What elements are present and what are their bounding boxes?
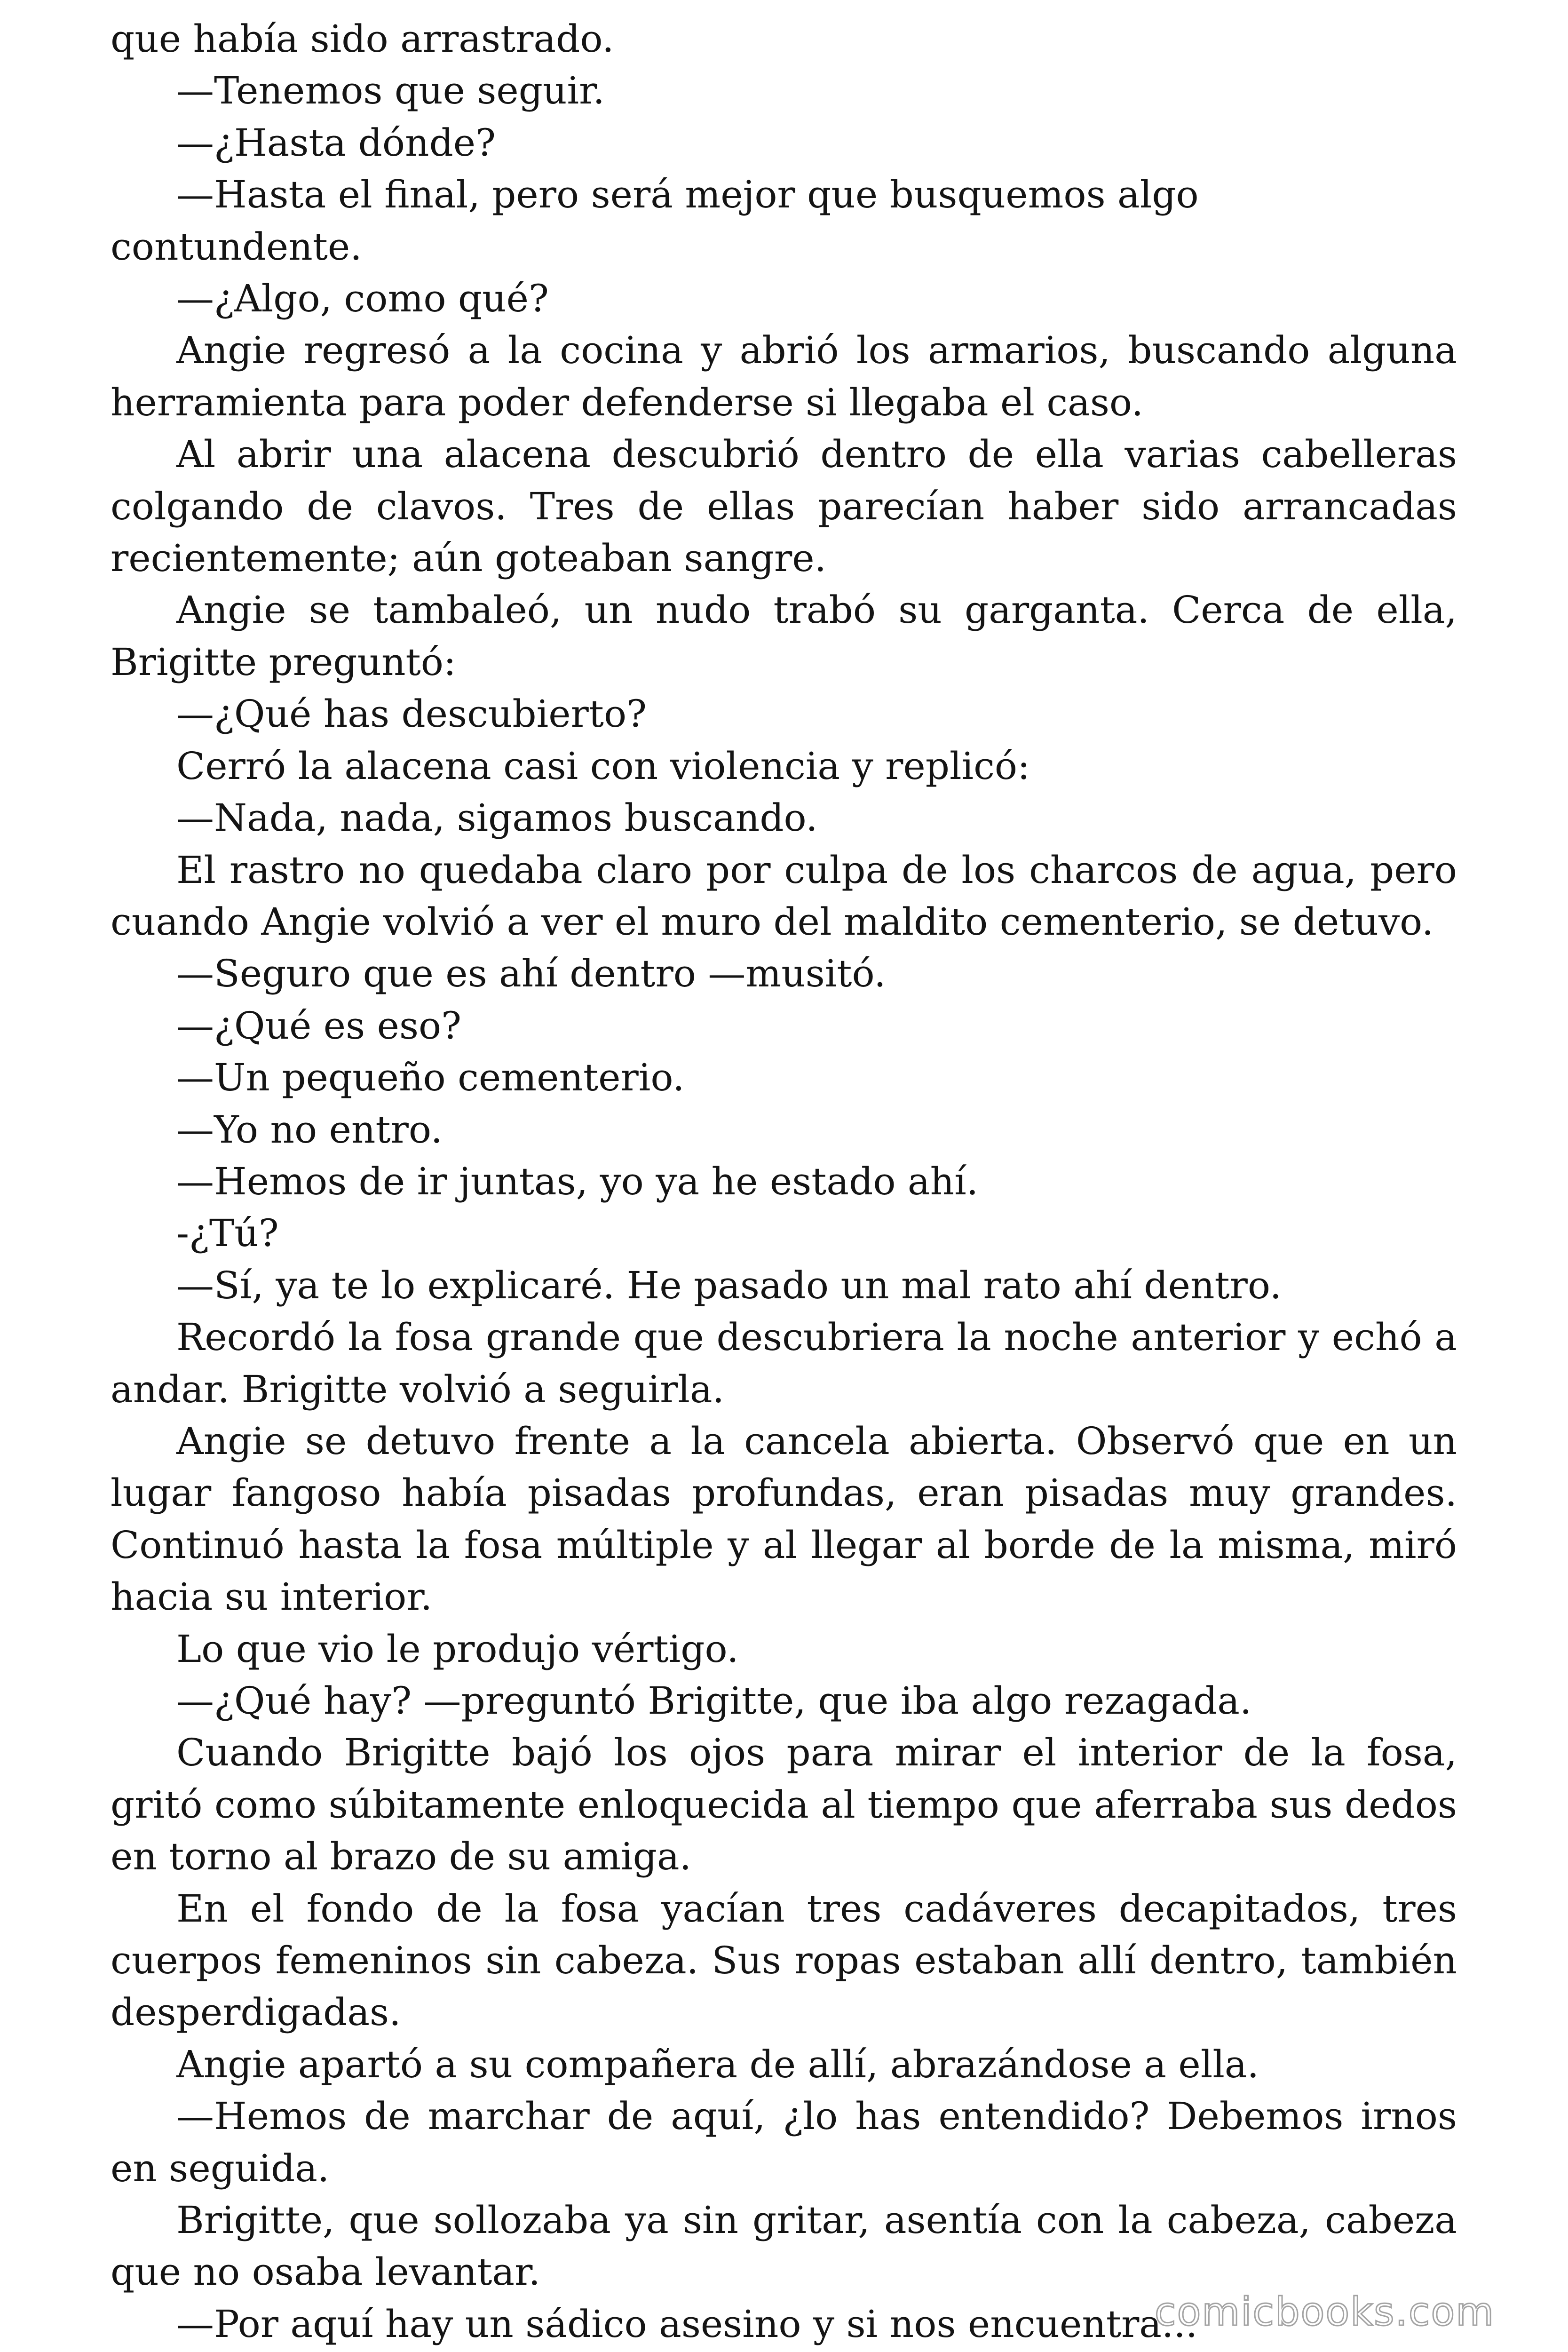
paragraph-4: —Hasta el final, pero será mejor que busquemos algo contundente. [111,173,1199,269]
paragraph-19: —Sí, ya te lo explicaré. He pasado un mal rato ahí dentro. [176,1263,1282,1307]
paragraph-7: Al abrir una alacena descubrió dentro de ella varias cabelleras colgando de clavos. Tres de ellas parecían haber sido arrancadas recientemente; aún goteaban sangre. [111,432,1457,580]
paragraph-18: -¿Tú? [176,1211,279,1255]
paragraph-17: —Hemos de ir juntas, yo ya he estado ahí. [176,1159,979,1203]
paragraph-3: —¿Hasta dónde? [176,120,496,165]
book-page [111,13,1457,2350]
watermark: comicbooks.com [1155,2289,1495,2335]
paragraph-13: —Seguro que es ahí dentro —musitó. [176,952,886,996]
paragraph-28: Brigitte, que sollozaba ya sin gritar, asentía con la cabeza, cabeza que no osaba levantar. [111,2198,1457,2294]
paragraph-21: Angie se detuvo frente a la cancela abierta. Observó que en un lugar fangoso había pisadas profundas, eran pisadas muy grandes. Continuó hasta la fosa múltiple y al llegar al borde de la misma, miró hacia su interior. [111,1419,1457,1619]
paragraph-22: Lo que vio le produjo vértigo. [176,1627,739,1671]
paragraph-25: En el fondo de la fosa yacían tres cadáveres decapitados, tres cuerpos femeninos sin cabeza. Sus ropas estaban allí dentro, también desperdigadas. [111,1886,1457,2034]
paragraph-23: —¿Qué hay? —preguntó Brigitte, que iba algo rezagada. [176,1679,1252,1723]
paragraph-6: Angie regresó a la cocina y abrió los armarios, buscando alguna herramienta para poder defenderse si llegaba el caso. [111,328,1457,424]
paragraph-27: —Hemos de marchar de aquí, ¿lo has entendido? Debemos irnos en seguida. [111,2094,1457,2190]
paragraph-24: Cuando Brigitte bajó los ojos para mirar el interior de la fosa, gritó como súbitamente enloquecida al tiempo que aferraba sus dedos en torno al brazo de su amiga. [111,1731,1457,1879]
paragraph-9: —¿Qué has descubierto? [176,692,647,736]
paragraph-20: Recordó la fosa grande que descubriera la noche anterior y echó a andar. Brigitte volvió a seguirla. [111,1315,1457,1411]
paragraph-1: que había sido arrastrado. [111,17,614,61]
paragraph-26: Angie apartó a su compañera de allí, abrazándose a ella. [176,2042,1259,2086]
paragraph-16: —Yo no entro. [176,1107,443,1152]
paragraph-5: —¿Algo, como qué? [176,277,549,321]
paragraph-12: El rastro no quedaba claro por culpa de los charcos de agua, pero cuando Angie volvió a ver el muro del maldito cementerio, se detuvo. [111,848,1457,944]
paragraph-14: —¿Qué es eso? [176,1003,462,1048]
paragraph-2: —Tenemos que seguir. [176,69,605,113]
paragraph-11: —Nada, nada, sigamos buscando. [176,796,818,840]
paragraph-29: —Por aquí hay un sádico asesino y si nos encuentra... [176,2302,1198,2346]
paragraph-10: Cerró la alacena casi con violencia y replicó: [176,744,1030,788]
paragraph-8: Angie se tambaleó, un nudo trabó su garganta. Cerca de ella, Brigitte preguntó: [111,588,1457,684]
paragraph-15: —Un pequeño cementerio. [176,1056,685,1100]
